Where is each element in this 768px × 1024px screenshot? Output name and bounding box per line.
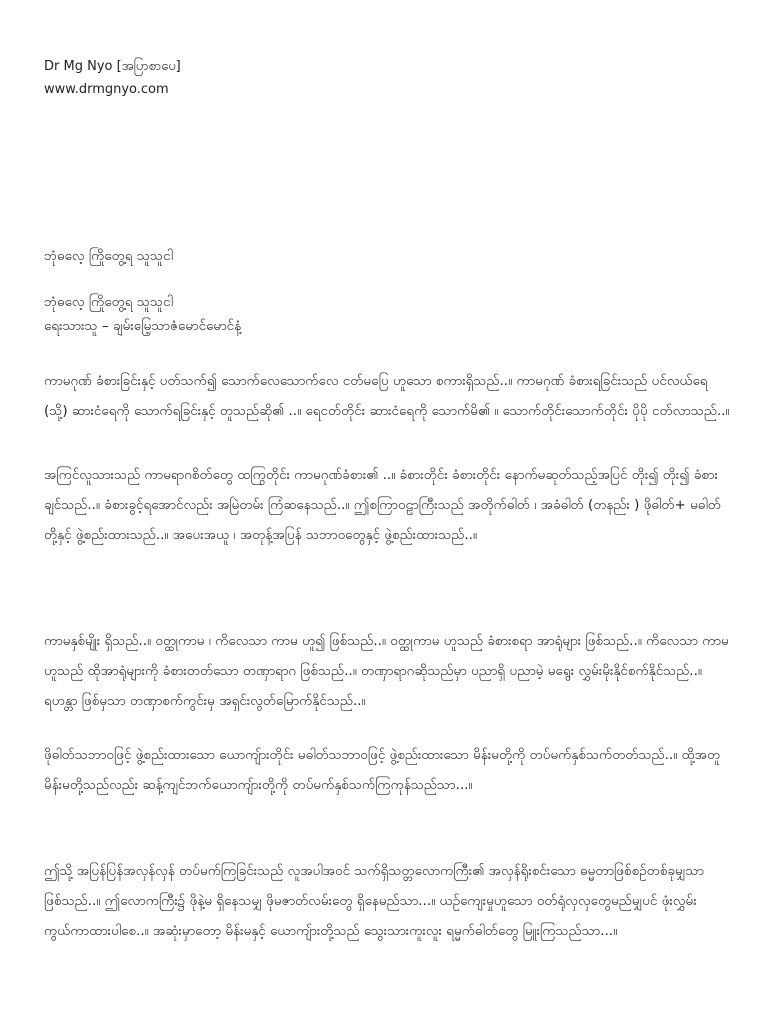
author-name: Dr Mg Nyo [အပြာစာပေ] — [44, 59, 181, 74]
website-url: www.drmgnyo.com — [44, 82, 169, 97]
article-author-line: ရေးသားသူ – ချမ်းမြေ့သာဇံမောင်မောင်နံ့ — [44, 318, 242, 334]
document-header — [44, 55, 181, 101]
article-heading-block — [44, 290, 241, 338]
document-title: ဘုံဓလေ့ ကြိုတွေ့ရ သူသူငါ — [44, 248, 173, 264]
paragraph-2: အကြင်လူသားသည် ကာမရာဂစိတ်တွေ ထကြွတိုင်း ကာမဂုဏ်ခံစား၏ ..။ ခံစားတိုင်း ခံစားတိုင်း နောက်မဆုတ်သည့်အပြင် တိုး၍ တိုး၍ ခံစားချင်သည်..။ ခံစားခွင့်ရအောင်လည်း အမြဲတမ်း ကြံဆနေသည်..။ ဤစကြာဝဠာကြီးသည် အတိုက်ဓါတ် ၊ အခံဓါတ် (တနည်း ) ဖိုဓါတ်+ မဓါတ် တို့နှင့် ဖွဲ့စည်းထားသည်..။ အပေးအယူ ၊ အတုန့်အပြန် သဘာဝတွေနှင့် ဖွဲ့စည်းထားသည်..။ — [44, 467, 721, 543]
paragraph-5: ဤသို့ အပြန်ပြန်အလှန်လှန် တပ်မက်ကြခြင်းသည် လူအပါအဝင် သက်ရှိသတ္တလောကကြီး၏ အလှန်ရိုးစင်းသော ဓမ္မတာဖြစ်စဉ်တစ်ခုမျှသာ ဖြစ်သည်..။ ဤလောကကြီး၌ ဖိုနဲ့မ ရှိနေသမျှ ဖိုမဇာတ်လမ်းတွေ ရှိနေမည်သာ...။ ယဉ်ကျေးမှုဟူသော ဝတ်ရုံလှလှတွေမည်မျှပင် ဖုံးလွှမ်းကွယ်ကာထားပါစေ..။ အဆုံးမှာတော့ မိန်းမနှင့် ယောကျ်ားတို့သည် သွေးသားကူးလူး ရမ္မက်ဓါတ်တွေ မြူးကြသည်သာ...။ — [44, 863, 704, 939]
paragraph-1: ကာမဂုဏ် ခံစားခြင်းနှင့် ပတ်သက်၍ သောက်လေသောက်လေ ငတ်မပြေ ဟူသော စကားရှိသည်..။ ကာမဂုဏ် ခံစားရခြင်းသည် ပင်လယ်ရေ (သို့) ဆားငံရေကို သောက်ရခြင်းနှင့် တူသည်ဆို၏ ..။ ရေငတ်တိုင်း ဆားငံရေကို သောက်မိ၏ ။ သောက်တိုင်းသောက်တိုင်း ပိုပို ငတ်လာသည်..။ — [44, 373, 730, 419]
paragraph-4: ဖိုဓါတ်သဘာဝဖြင့် ဖွဲ့စည်းထားသော ယောကျ်ားတိုင်း မဓါတ်သဘာဝဖြင့် ဖွဲ့စည်းထားသော မိန်းမတို့ကို တပ်မက်နှစ်သက်တတ်သည်..။ ထို့အတူ မိန်းမတို့သည်လည်း ဆန့်ကျင်ဘက်ယောကျ်ားတို့ကို တပ်မက်နှစ်သက်ကြကုန်သည်သာ...။ — [44, 747, 721, 793]
paragraph-3: ကာမနှစ်မျိုး ရှိသည်..။ ဝတ္ထုကာမ ၊ ကိလေသာ ကာမ ဟူ၍ ဖြစ်သည်..။ ဝတ္ထုကာမ ဟူသည် ခံစားစရာ အာရုံများ ဖြစ်သည်..။ ကိလေသာ ကာမဟူသည် ထိုအာရုံများကို ခံစားတတ်သော တဏှာရာဂ ဖြစ်သည်..။ တဏှာရာဂဆိုသည်မှာ ပညာရှိ ပညာမဲ့ မရွေး လွှမ်းမိုးနိုင်စက်နိုင်သည်..။ ရဟန္တာ ဖြစ်မှသာ တဏှာစက်ကွင်းမှ အရှင်းလွတ်မြောက်နိုင်သည်..။ — [44, 633, 729, 709]
article-subtitle: ဘုံဓလေ့ ကြိုတွေ့ရ သူသူငါ — [44, 294, 173, 310]
